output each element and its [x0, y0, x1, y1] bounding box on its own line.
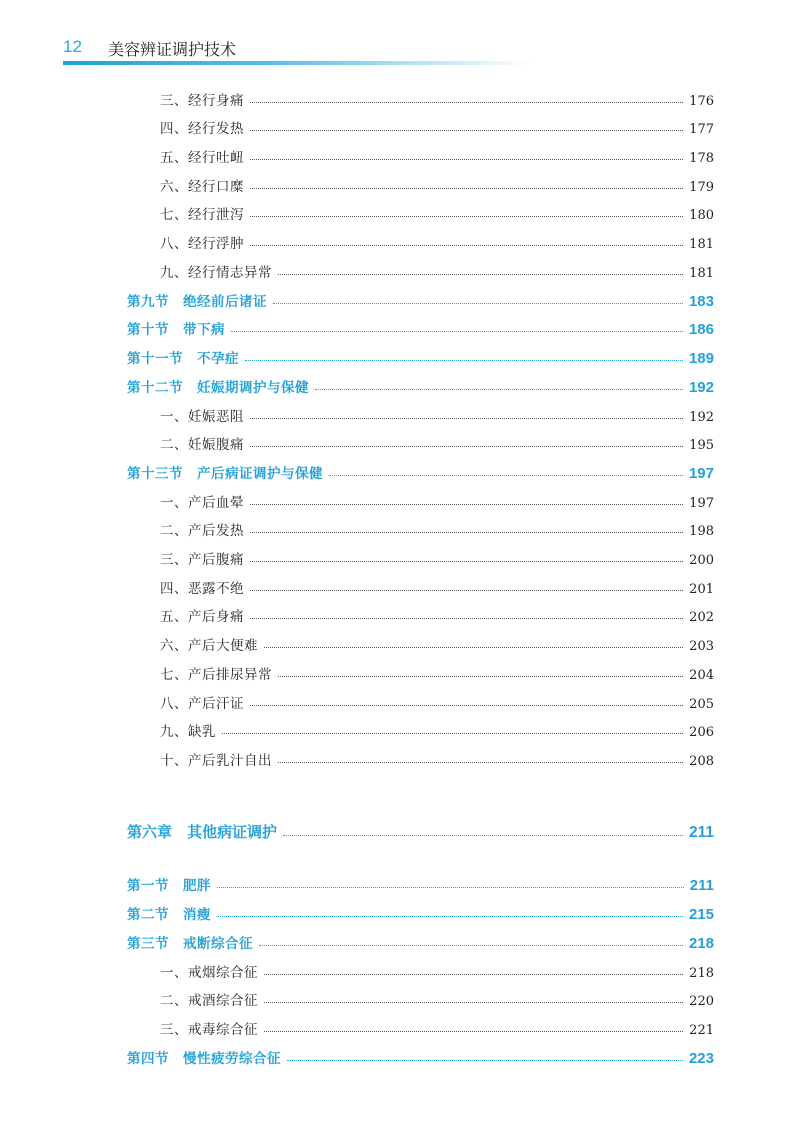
toc-item-row	[0, 661, 800, 683]
toc-page-number: 197	[688, 465, 714, 482]
toc-entry-title: 第九节 绝经前后诸证	[127, 294, 267, 310]
dot-leader	[250, 705, 683, 706]
toc-item-row	[0, 517, 800, 539]
toc-entry-title: 四、恶露不绝	[160, 581, 244, 597]
toc-section-row	[0, 374, 800, 396]
toc-item-row	[0, 87, 800, 109]
toc-entry-title: 三、产后腹痛	[160, 552, 244, 568]
toc-entry-title: 三、戒毒综合征	[160, 1022, 258, 1038]
toc-page-number: 181	[689, 266, 714, 281]
toc-page-number: 220	[689, 994, 714, 1009]
toc-entry-title: 第二节 消瘦	[127, 907, 211, 923]
toc-page-number: 197	[689, 496, 714, 511]
toc-chapter-row	[0, 820, 800, 842]
toc-entry-title: 八、经行浮肿	[160, 236, 244, 252]
dot-leader	[278, 762, 683, 763]
toc-entry-title: 五、产后身痛	[160, 609, 244, 625]
dot-leader	[329, 475, 683, 476]
toc-page-number: 200	[689, 553, 714, 568]
toc-page-number: 201	[689, 582, 714, 597]
toc-page-number: 202	[689, 610, 714, 625]
toc-item-row	[0, 690, 800, 712]
toc-section-row	[0, 345, 800, 367]
toc-section-row	[0, 872, 800, 894]
toc-entry-title: 第三节 戒断综合征	[127, 936, 253, 952]
toc-entry-title: 一、产后血晕	[160, 495, 244, 511]
toc-entry-title: 七、产后排尿异常	[160, 667, 272, 683]
toc-item-row	[0, 718, 800, 740]
toc-section-row	[0, 288, 800, 310]
dot-leader	[250, 504, 683, 505]
toc-item-row	[0, 959, 800, 981]
toc-page-number: 206	[689, 725, 714, 740]
toc-page-number: 183	[688, 293, 714, 310]
toc-item-row	[0, 403, 800, 425]
toc-page-number: 198	[689, 524, 714, 539]
toc-entry-title: 六、经行口糜	[160, 179, 244, 195]
dot-leader	[250, 418, 683, 419]
dot-leader	[245, 360, 683, 361]
toc-item-row	[0, 259, 800, 281]
toc-item-row	[0, 144, 800, 166]
book-title: 美容辨证调护技术	[108, 40, 237, 59]
dot-leader	[273, 303, 683, 304]
toc-item-row	[0, 747, 800, 769]
toc-item-row	[0, 115, 800, 137]
dot-leader	[250, 130, 683, 131]
dot-leader	[222, 733, 683, 734]
toc-entry-title: 二、产后发热	[160, 523, 244, 539]
toc-entry-title: 三、经行身痛	[160, 93, 244, 109]
page-number: 12	[63, 37, 82, 56]
toc-entry-title: 第十三节 产后病证调护与保健	[127, 466, 323, 482]
dot-leader	[264, 647, 683, 648]
toc-entry-title: 八、产后汗证	[160, 696, 244, 712]
dot-leader	[250, 102, 683, 103]
toc-page-number: 192	[688, 379, 714, 396]
toc-entry-title: 第十一节 不孕症	[127, 351, 239, 367]
toc-page-number: 176	[689, 94, 714, 109]
toc-page-number: 178	[689, 151, 714, 166]
dot-leader	[278, 676, 683, 677]
toc-entry-title: 一、妊娠恶阻	[160, 409, 244, 425]
toc-page-number: 205	[689, 697, 714, 712]
toc-page-number: 189	[688, 350, 714, 367]
toc-entry-title: 第一节 肥胖	[127, 878, 211, 894]
toc-entry-title: 五、经行吐衄	[160, 150, 244, 166]
dot-leader	[315, 389, 683, 390]
dot-leader	[217, 916, 683, 917]
toc-section-row	[0, 901, 800, 923]
toc-page-number: 195	[689, 438, 714, 453]
toc-page-number: 211	[689, 877, 714, 894]
toc-entry-title: 六、产后大便难	[160, 638, 258, 654]
toc-item-row	[0, 987, 800, 1009]
toc-item-row	[0, 603, 800, 625]
toc-page-number: 179	[689, 180, 714, 195]
toc-item-row	[0, 173, 800, 195]
toc-page-number: 180	[689, 208, 714, 223]
dot-leader	[250, 590, 683, 591]
toc-section-row	[0, 930, 800, 952]
toc-item-row	[0, 575, 800, 597]
toc-page-number: 221	[689, 1023, 714, 1038]
toc-page-number: 203	[689, 639, 714, 654]
dot-leader	[264, 1031, 683, 1032]
toc-section-row	[0, 1045, 800, 1067]
dot-leader	[217, 887, 684, 888]
dot-leader	[231, 331, 683, 332]
toc-entry-title: 第六章 其他病证调护	[127, 823, 278, 841]
dot-leader	[250, 561, 683, 562]
toc-entry-title: 一、戒烟综合征	[160, 965, 258, 981]
toc-page-number: 186	[688, 321, 714, 338]
toc-page-number: 215	[688, 906, 714, 923]
toc-section-row	[0, 460, 800, 482]
toc-entry-title: 九、缺乳	[160, 724, 216, 740]
dot-leader	[250, 159, 683, 160]
toc-entry-title: 四、经行发热	[160, 121, 244, 137]
toc-page-number: 211	[688, 824, 714, 841]
toc-item-row	[0, 489, 800, 511]
toc-entry-title: 九、经行情志异常	[160, 265, 272, 281]
toc-entry-title: 第十节 带下病	[127, 322, 225, 338]
toc-page-number: 192	[689, 410, 714, 425]
toc-item-row	[0, 431, 800, 453]
toc-item-row	[0, 201, 800, 223]
toc-entry-title: 第十二节 妊娠期调护与保健	[127, 380, 309, 396]
toc-page-number: 208	[689, 754, 714, 769]
dot-leader	[278, 274, 683, 275]
toc-entry-title: 二、戒酒综合征	[160, 993, 258, 1009]
toc-item-row	[0, 632, 800, 654]
toc-entry-title: 十、产后乳汁自出	[160, 753, 272, 769]
dot-leader	[250, 188, 683, 189]
toc-page-number: 223	[688, 1050, 714, 1067]
dot-leader	[264, 1002, 683, 1003]
toc-item-row	[0, 1016, 800, 1038]
dot-leader	[250, 245, 683, 246]
toc-entry-title: 七、经行泄泻	[160, 207, 244, 223]
dot-leader	[250, 618, 683, 619]
toc-item-row	[0, 546, 800, 568]
dot-leader	[264, 974, 683, 975]
dot-leader	[287, 1060, 683, 1061]
toc-page-number: 181	[689, 237, 714, 252]
toc-item-row	[0, 230, 800, 252]
toc-entry-title: 第四节 慢性疲劳综合征	[127, 1051, 281, 1067]
dot-leader	[283, 835, 683, 836]
toc-page-number: 218	[688, 935, 714, 952]
toc-page-number: 218	[689, 966, 714, 981]
dot-leader	[250, 216, 683, 217]
dot-leader	[250, 532, 683, 533]
toc-page-number: 204	[689, 668, 714, 683]
toc-section-row	[0, 316, 800, 338]
dot-leader	[250, 446, 683, 447]
dot-leader	[259, 945, 683, 946]
toc-page-number: 177	[689, 122, 714, 137]
toc-entry-title: 二、妊娠腹痛	[160, 437, 244, 453]
